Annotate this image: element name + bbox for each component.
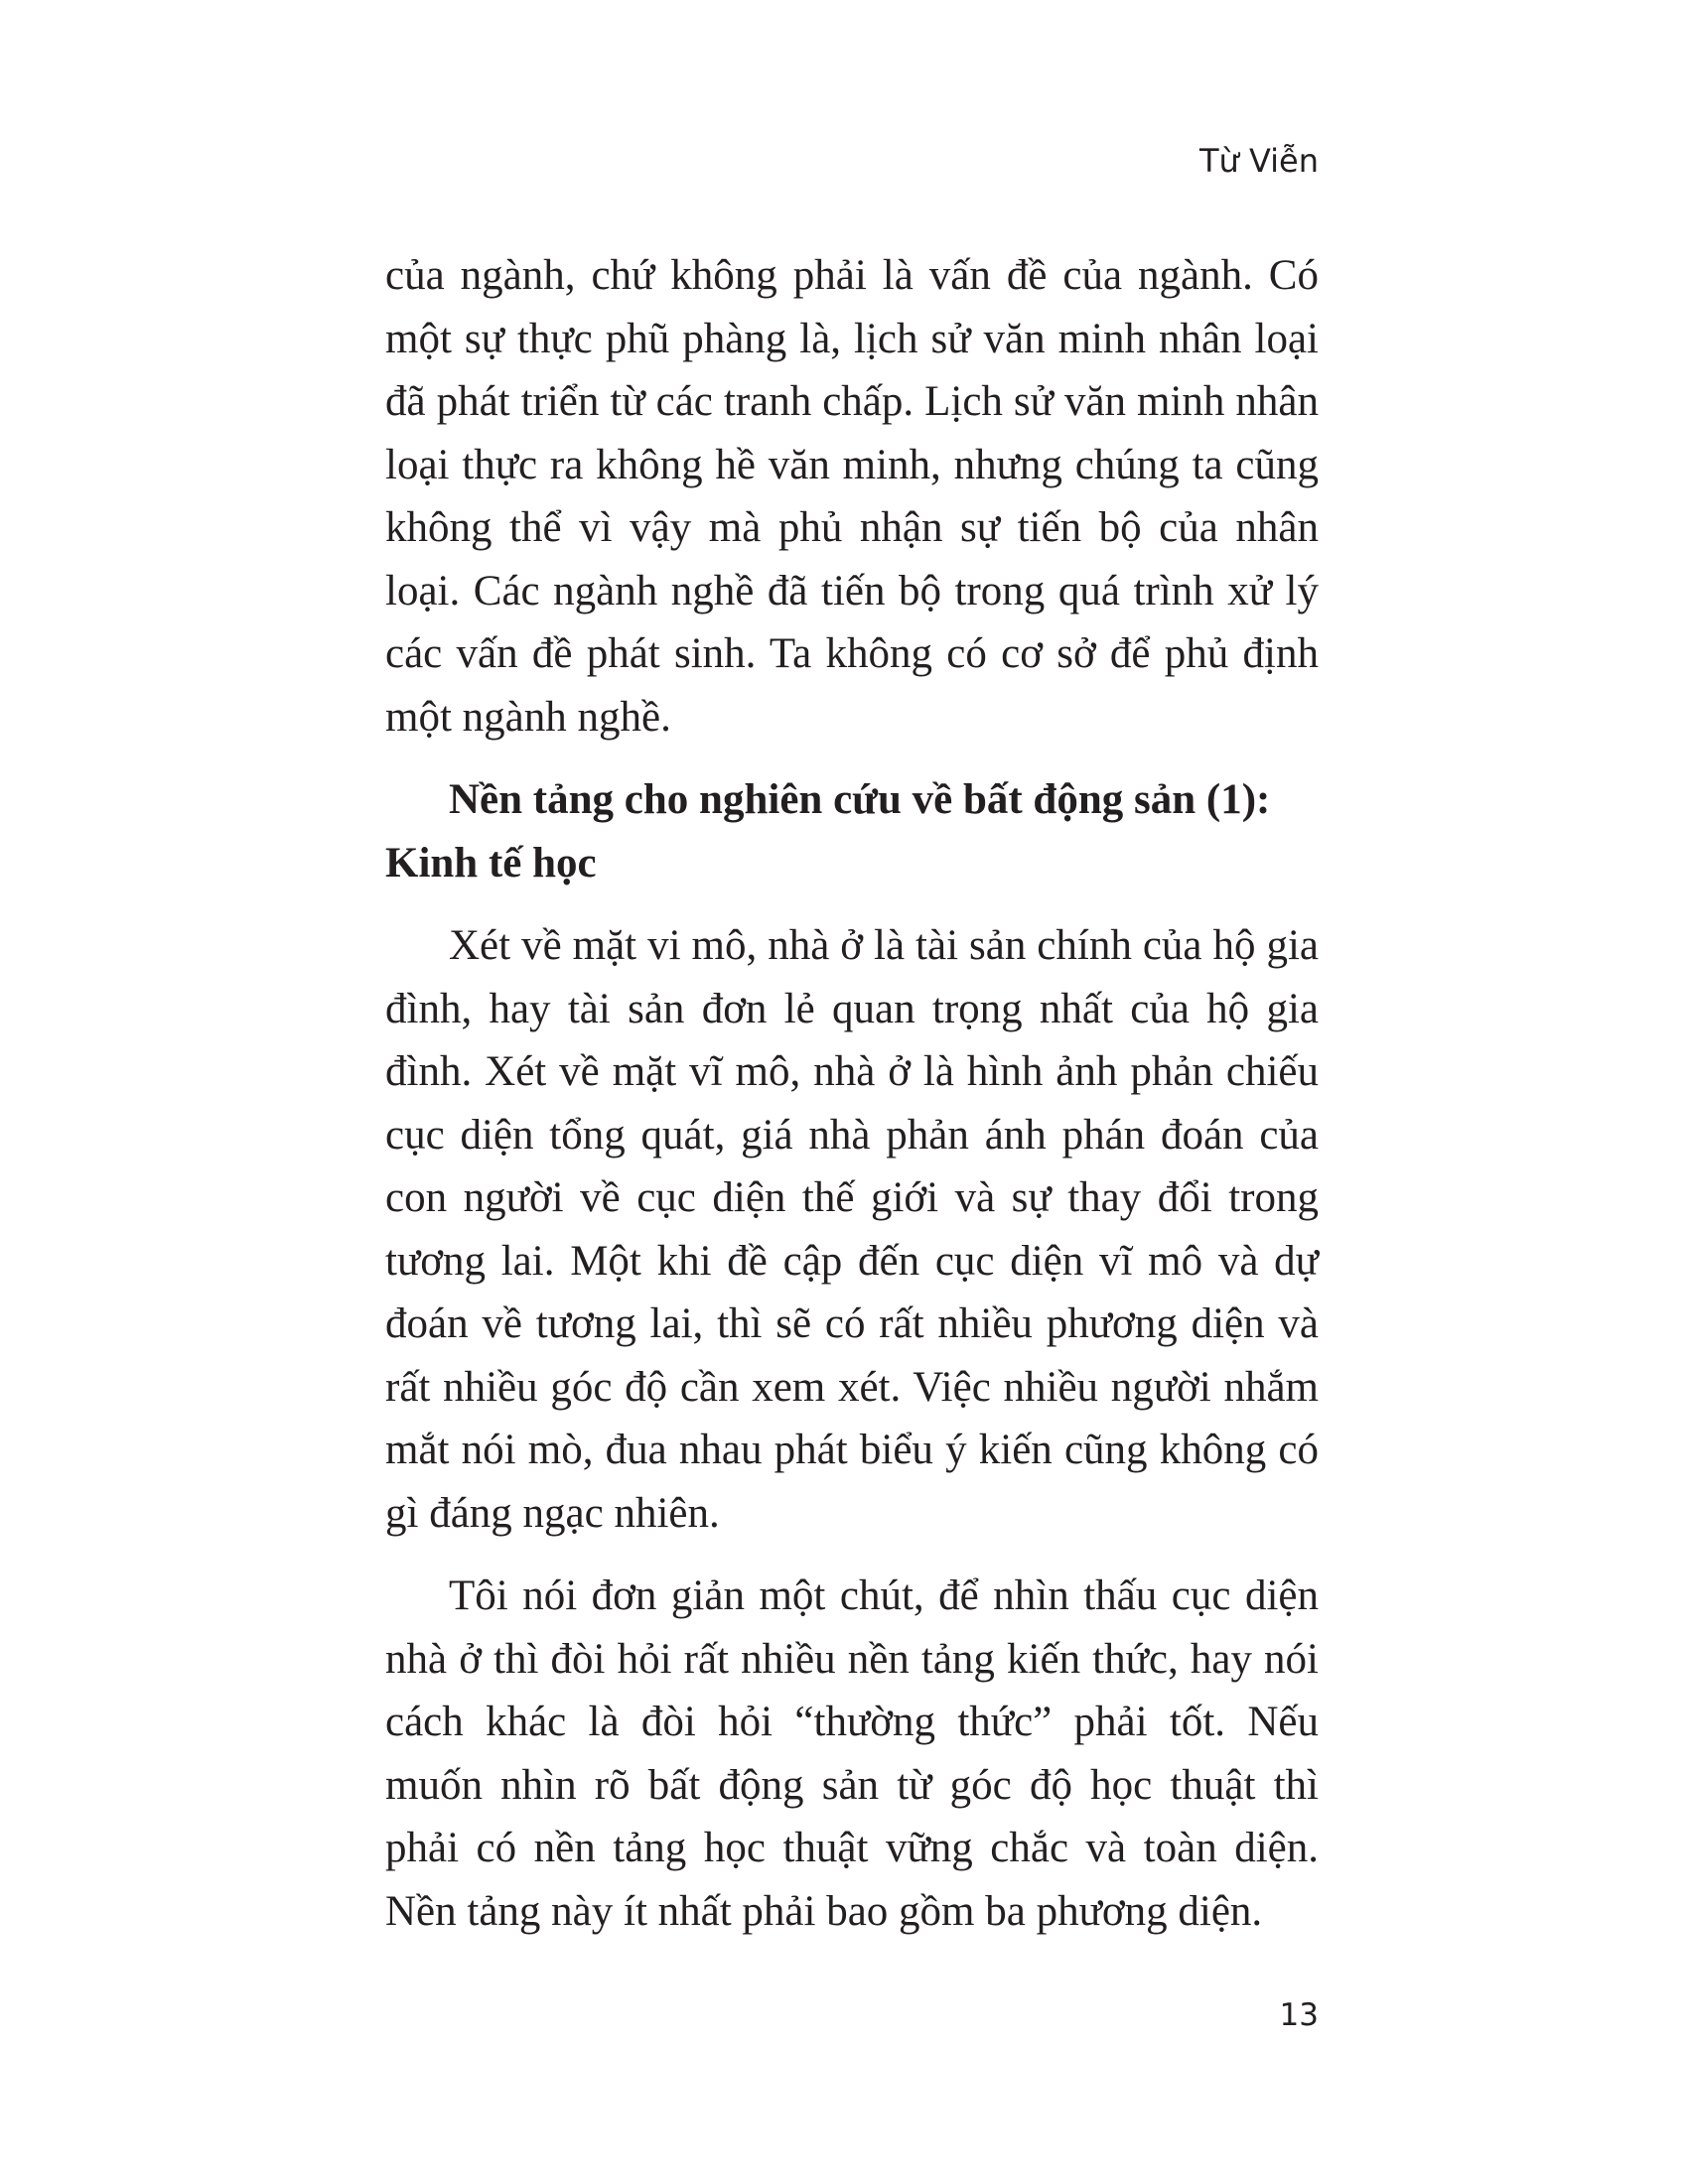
paragraph-continuation: của ngành, chứ không phải là vấn đề của ngành. Có một sự thực phũ phàng là, lịch sử văn minh nhân loại đã phát triển từ các tranh chấp. Lịch sử văn minh nhân loại thực ra không hề văn minh, nhưng chúng ta cũng không thể vì vậy mà phủ nhận sự tiến bộ của nhân loại. Các ngành nghề đã tiến bộ trong quá trình xử lý các vấn đề phát sinh. Ta không có cơ sở để phủ định một ngành nghề. bbox=[385, 252, 1319, 741]
body-text bbox=[385, 244, 1319, 1943]
running-head-author: Từ Viễn bbox=[1198, 142, 1319, 180]
section-heading: Nền tảng cho nghiên cứu về bất động sản (1): Kinh tế học bbox=[385, 776, 1271, 887]
page-number: 13 bbox=[1279, 1997, 1319, 2033]
paragraph-micro-macro: Xét về mặt vi mô, nhà ở là tài sản chính của hộ gia đình, hay tài sản đơn lẻ quan trọng nhất của hộ gia đình. Xét về mặt vĩ mô, nhà ở là hình ảnh phản chiếu cục diện tổng quát, giá nhà phản ánh phán đoán của con người về cục diện thế giới và sự thay đổi trong tương lai. Một khi đề cập đến cục diện vĩ mô và dự đoán về tương lai, thì sẽ có rất nhiều phương diện và rất nhiều góc độ cần xem xét. Việc nhiều người nhắm mắt nói mò, đua nhau phát biểu ý kiến cũng không có gì đáng ngạc nhiên. bbox=[385, 922, 1319, 1537]
paragraph-foundation: Tôi nói đơn giản một chút, để nhìn thấu cục diện nhà ở thì đòi hỏi rất nhiều nền tảng kiến thức, hay nói cách khác là đòi hỏi “thường thức” phải tốt. Nếu muốn nhìn rõ bất động sản từ góc độ học thuật thì phải có nền tảng học thuật vững chắc và toàn diện. Nền tảng này ít nhất phải bao gồm ba phương diện. bbox=[385, 1572, 1319, 1935]
